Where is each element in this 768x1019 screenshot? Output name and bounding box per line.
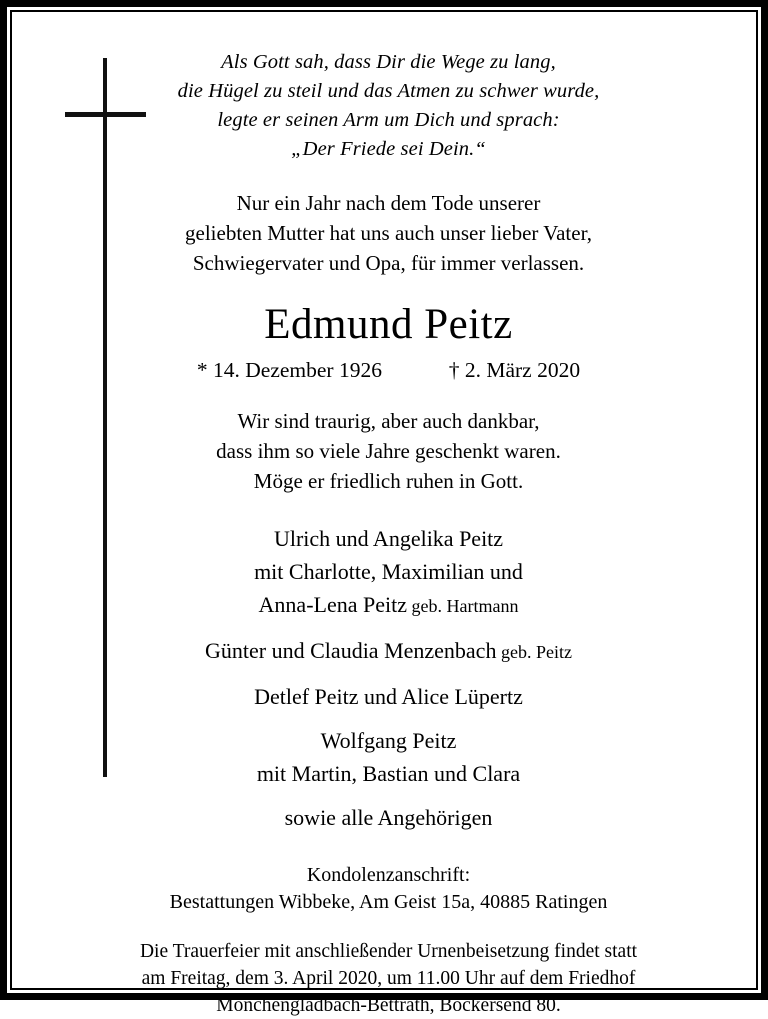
introduction-text — [107, 188, 670, 278]
family-group — [107, 724, 670, 790]
condolence-line: Kondolenzanschrift: — [306, 864, 471, 886]
family-name: sowie alle Angehörigen — [284, 805, 493, 830]
poem-line: legte er seinen Arm um Dich und sprach: — [217, 109, 560, 131]
poem-line: „Der Friede sei Dein.“ — [291, 138, 486, 160]
family-line — [107, 555, 670, 588]
tribute-line: dass ihm so viele Jahre geschenkt waren. — [216, 439, 561, 463]
family-name: Wolfgang Peitz — [320, 728, 457, 753]
tribute-line: Möge er friedlich ruhen in Gott. — [253, 469, 524, 493]
family-line — [107, 724, 670, 757]
notice-text-column — [107, 12, 670, 1019]
family-line — [107, 680, 670, 713]
deceased-name: Edmund Peitz — [264, 301, 513, 348]
family-name: mit Charlotte, Maximilian und — [254, 559, 523, 584]
family-line — [107, 588, 670, 623]
notice-canvas — [12, 12, 756, 1016]
tribute-line: Wir sind traurig, aber auch dankbar, — [237, 409, 540, 433]
surviving-family — [107, 522, 670, 834]
family-group — [107, 522, 670, 623]
family-name: Anna-Lena Peitz — [258, 592, 407, 617]
service-line: Die Trauerfeier mit anschließender Urnenbeisetzung findet statt — [139, 941, 638, 962]
maiden-name: geb. Peitz — [496, 642, 572, 662]
family-name: Ulrich und Angelika Peitz — [273, 526, 504, 551]
family-name: Günter und Claudia Menzenbach — [205, 638, 497, 663]
life-dates — [107, 356, 670, 384]
condolence-line: Bestattungen Wibbeke, Am Geist 15a, 40885 Ratingen — [169, 891, 608, 913]
funeral-service-details — [107, 938, 670, 1019]
service-line: Mönchengladbach-Bettrath, Bockersend 80. — [216, 995, 561, 1016]
family-line — [107, 634, 670, 669]
poem-line: die Hügel zu steil und das Atmen zu schwer wurde, — [177, 80, 600, 102]
death-date: † 2. März 2020 — [448, 358, 581, 382]
introduction-line: geliebten Mutter hat uns auch unser lieber Vater, — [185, 221, 592, 245]
tribute-text — [107, 406, 670, 496]
family-line — [107, 757, 670, 790]
family-group — [107, 634, 670, 669]
family-name: Detlef Peitz und Alice Lüpertz — [254, 684, 523, 709]
introduction-line: Nur ein Jahr nach dem Tode unserer — [236, 191, 541, 215]
family-group — [107, 801, 670, 834]
service-line: am Freitag, dem 3. April 2020, um 11.00 Uhr auf dem Friedhof — [141, 968, 636, 989]
family-group — [107, 680, 670, 713]
introduction-line: Schwiegervater und Opa, für immer verlassen. — [192, 251, 585, 275]
family-line — [107, 522, 670, 555]
condolence-address — [107, 862, 670, 916]
family-name: mit Martin, Bastian und Clara — [256, 761, 521, 786]
poem-line: Als Gott sah, dass Dir die Wege zu lang, — [221, 51, 556, 73]
memorial-poem — [107, 48, 670, 164]
maiden-name: geb. Hartmann — [406, 596, 519, 616]
family-line — [107, 801, 670, 834]
birth-date: * 14. Dezember 1926 — [196, 358, 382, 382]
